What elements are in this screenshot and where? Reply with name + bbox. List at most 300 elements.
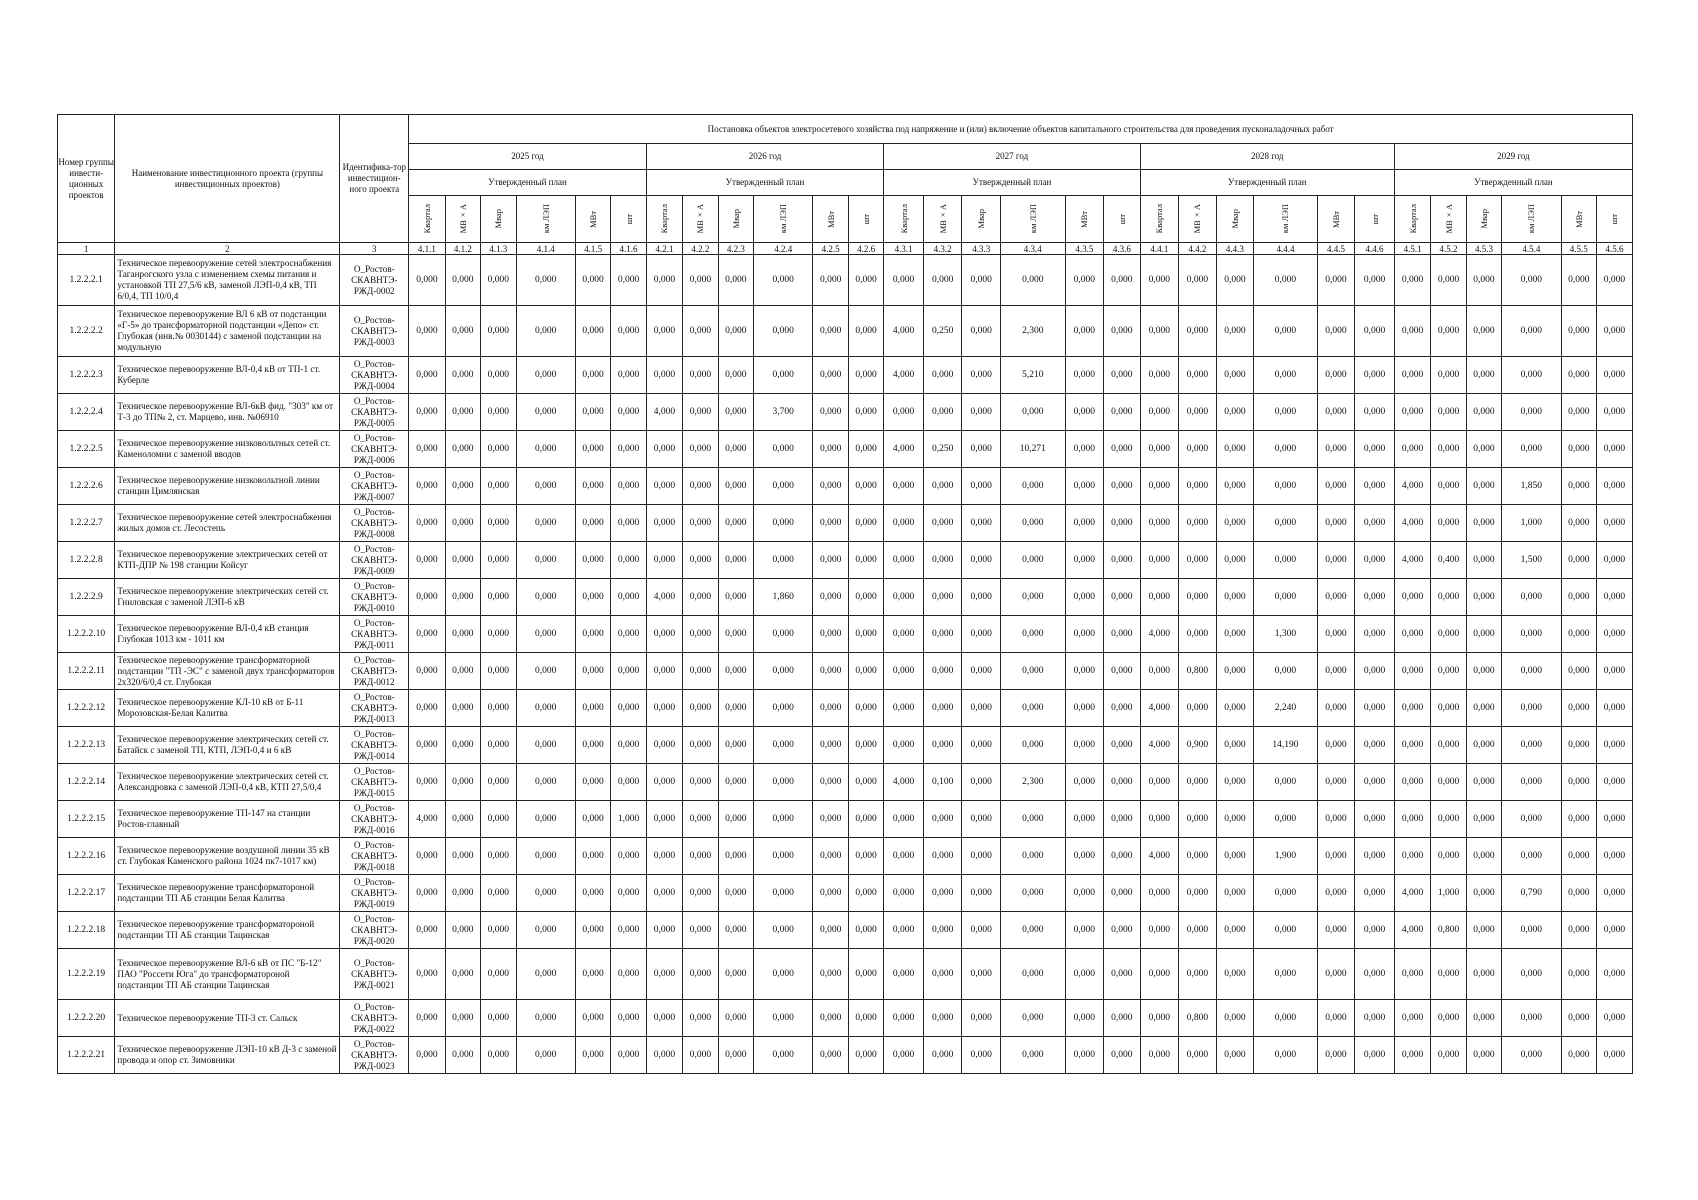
value-cell: 0,000 xyxy=(962,579,1001,616)
value-cell: 0,000 xyxy=(848,357,883,394)
project-group-number: 1.2.2.2.20 xyxy=(58,1000,115,1037)
value-cell: 0,000 xyxy=(646,653,682,690)
project-identifier: O_Ростов-СКАВНТЭ-РЖД-0013 xyxy=(340,690,409,727)
value-cell: 0,000 xyxy=(1596,1037,1632,1074)
value-cell: 0,000 xyxy=(445,912,480,949)
value-cell: 0,000 xyxy=(1140,875,1179,912)
value-cell: 0,000 xyxy=(409,616,445,653)
value-cell: 0,000 xyxy=(848,690,883,727)
project-group-number: 1.2.2.2.16 xyxy=(58,838,115,875)
value-cell: 0,000 xyxy=(516,306,575,357)
value-cell: 0,000 xyxy=(481,306,516,357)
header-subcolumn xyxy=(718,196,753,243)
value-cell: 0,000 xyxy=(848,727,883,764)
value-cell: 0,000 xyxy=(1179,468,1217,505)
value-cell: 0,000 xyxy=(813,1000,848,1037)
project-name: Техническое перевооружение электрических сетей ст. Александровка с заменой ЛЭП-0,4 кВ, КТП 27,5/0,4 xyxy=(115,764,340,801)
project-identifier: O_Ростов-СКАВНТЭ-РЖД-0016 xyxy=(340,801,409,838)
value-cell: 0,000 xyxy=(1317,431,1355,468)
value-cell: 0,000 xyxy=(1216,255,1254,306)
project-group-number: 1.2.2.2.10 xyxy=(58,616,115,653)
value-cell: 0,000 xyxy=(1065,579,1104,616)
value-cell: 0,000 xyxy=(1254,949,1318,1000)
value-cell: 0,000 xyxy=(923,468,962,505)
value-cell: 0,000 xyxy=(445,690,480,727)
value-cell: 0,000 xyxy=(1065,505,1104,542)
value-cell: 1,000 xyxy=(1502,505,1561,542)
value-cell: 0,000 xyxy=(1502,616,1561,653)
header-subcolumn-label: шт xyxy=(1116,213,1127,225)
value-cell: 0,000 xyxy=(718,690,753,727)
value-cell: 0,000 xyxy=(409,505,445,542)
project-group-number: 1.2.2.2.11 xyxy=(58,653,115,690)
value-cell: 0,000 xyxy=(848,505,883,542)
value-cell: 0,000 xyxy=(1466,255,1501,306)
value-cell: 0,000 xyxy=(516,801,575,838)
value-cell: 0,000 xyxy=(1431,1037,1466,1074)
column-index: 4.2.5 xyxy=(813,243,848,255)
value-cell: 0,000 xyxy=(516,431,575,468)
project-name: Техническое перевооружение электрических сетей ст. Батайск с заменой ТП, КТП, ЛЭП-0,4 и 6 кВ xyxy=(115,727,340,764)
value-cell: 0,000 xyxy=(1254,542,1318,579)
project-group-number: 1.2.2.2.15 xyxy=(58,801,115,838)
value-cell: 0,000 xyxy=(1502,306,1561,357)
value-cell: 0,000 xyxy=(445,838,480,875)
value-cell: 0,000 xyxy=(1596,468,1632,505)
value-cell: 0,000 xyxy=(1394,255,1430,306)
value-cell: 4,000 xyxy=(1394,912,1430,949)
value-cell: 0,000 xyxy=(1179,690,1217,727)
value-cell: 0,000 xyxy=(481,838,516,875)
value-cell: 0,000 xyxy=(1254,579,1318,616)
value-cell: 0,000 xyxy=(1317,875,1355,912)
value-cell: 0,000 xyxy=(754,255,813,306)
value-cell: 0,000 xyxy=(481,505,516,542)
value-cell: 0,000 xyxy=(848,949,883,1000)
value-cell: 0,000 xyxy=(1431,1000,1466,1037)
value-cell: 0,000 xyxy=(1140,1037,1179,1074)
value-cell: 0,000 xyxy=(1140,801,1179,838)
value-cell: 0,000 xyxy=(445,394,480,431)
project-name: Техническое перевооружение ВЛ-0,4 кВ от ТП-1 ст. Куберле xyxy=(115,357,340,394)
value-cell: 0,000 xyxy=(1104,690,1140,727)
value-cell: 0,000 xyxy=(445,505,480,542)
value-cell: 0,100 xyxy=(923,764,962,801)
column-index: 4.1.5 xyxy=(575,243,610,255)
value-cell: 0,000 xyxy=(646,690,682,727)
value-cell: 0,000 xyxy=(754,801,813,838)
value-cell: 0,000 xyxy=(923,653,962,690)
value-cell: 0,000 xyxy=(1394,727,1430,764)
value-cell: 0,000 xyxy=(848,801,883,838)
header-subcolumn xyxy=(481,196,516,243)
value-cell: 0,000 xyxy=(1561,306,1596,357)
value-cell: 0,000 xyxy=(754,875,813,912)
value-cell: 0,000 xyxy=(962,431,1001,468)
value-cell: 0,000 xyxy=(516,579,575,616)
value-cell: 0,000 xyxy=(813,255,848,306)
value-cell: 0,000 xyxy=(1065,690,1104,727)
table-row xyxy=(58,949,1633,1000)
value-cell: 0,000 xyxy=(481,542,516,579)
value-cell: 0,000 xyxy=(1104,1037,1140,1074)
value-cell: 0,000 xyxy=(1216,542,1254,579)
value-cell: 0,000 xyxy=(1394,1000,1430,1037)
value-cell: 0,000 xyxy=(1317,468,1355,505)
value-cell: 0,000 xyxy=(1355,306,1395,357)
table-row xyxy=(58,690,1633,727)
value-cell: 0,000 xyxy=(1179,431,1217,468)
header-subcolumn xyxy=(1216,196,1254,243)
value-cell: 0,000 xyxy=(1104,764,1140,801)
value-cell: 0,000 xyxy=(1140,255,1179,306)
value-cell: 0,000 xyxy=(1394,431,1430,468)
value-cell: 0,000 xyxy=(1317,505,1355,542)
value-cell: 0,000 xyxy=(962,394,1001,431)
value-cell: 0,000 xyxy=(1466,764,1501,801)
value-cell: 0,000 xyxy=(884,690,924,727)
value-cell: 0,000 xyxy=(516,949,575,1000)
value-cell: 0,000 xyxy=(1431,801,1466,838)
value-cell: 0,000 xyxy=(718,912,753,949)
value-cell: 0,000 xyxy=(754,306,813,357)
value-cell: 4,000 xyxy=(409,801,445,838)
value-cell: 4,000 xyxy=(646,579,682,616)
value-cell: 0,000 xyxy=(1317,1037,1355,1074)
value-cell: 0,000 xyxy=(1431,838,1466,875)
value-cell: 0,000 xyxy=(1140,468,1179,505)
value-cell: 0,000 xyxy=(516,875,575,912)
header-subcolumn xyxy=(1104,196,1140,243)
value-cell: 0,000 xyxy=(516,1037,575,1074)
value-cell: 0,000 xyxy=(1561,505,1596,542)
value-cell: 0,000 xyxy=(1561,616,1596,653)
header-subcolumn-label: МВ×А xyxy=(1443,204,1454,234)
value-cell: 0,000 xyxy=(611,764,646,801)
value-cell: 0,000 xyxy=(409,912,445,949)
value-cell: 0,000 xyxy=(1179,357,1217,394)
value-cell: 0,000 xyxy=(646,949,682,1000)
value-cell: 0,000 xyxy=(1561,468,1596,505)
value-cell: 2,300 xyxy=(1000,306,1065,357)
header-subcolumn xyxy=(813,196,848,243)
value-cell: 0,000 xyxy=(1466,394,1501,431)
value-cell: 0,000 xyxy=(1466,1000,1501,1037)
value-cell: 0,000 xyxy=(1104,394,1140,431)
value-cell: 0,000 xyxy=(1216,357,1254,394)
header-subcolumn xyxy=(683,196,718,243)
value-cell: 0,000 xyxy=(1216,690,1254,727)
value-cell: 0,000 xyxy=(1000,653,1065,690)
value-cell: 0,000 xyxy=(1000,801,1065,838)
header-subcolumn xyxy=(1254,196,1318,243)
header-subcolumn xyxy=(575,196,610,243)
value-cell: 0,000 xyxy=(1355,1037,1395,1074)
value-cell: 0,000 xyxy=(962,306,1001,357)
value-cell: 0,000 xyxy=(1254,764,1318,801)
value-cell: 0,000 xyxy=(1140,912,1179,949)
value-cell: 0,000 xyxy=(1431,579,1466,616)
value-cell: 0,000 xyxy=(1355,727,1395,764)
value-cell: 0,000 xyxy=(1179,838,1217,875)
value-cell: 0,000 xyxy=(1466,306,1501,357)
value-cell: 0,000 xyxy=(1065,394,1104,431)
value-cell: 0,000 xyxy=(923,838,962,875)
value-cell: 0,000 xyxy=(575,949,610,1000)
value-cell: 0,000 xyxy=(1394,764,1430,801)
project-group-number: 1.2.2.2.14 xyxy=(58,764,115,801)
value-cell: 0,000 xyxy=(923,949,962,1000)
value-cell: 0,000 xyxy=(1466,912,1501,949)
value-cell: 0,000 xyxy=(1140,394,1179,431)
header-subcolumn-label: Квартал xyxy=(421,204,432,234)
value-cell: 0,250 xyxy=(923,306,962,357)
value-cell: 0,000 xyxy=(646,875,682,912)
value-cell: 0,000 xyxy=(848,838,883,875)
table-row xyxy=(58,468,1633,505)
value-cell: 0,000 xyxy=(683,1000,718,1037)
project-identifier: O_Ростов-СКАВНТЭ-РЖД-0002 xyxy=(340,255,409,306)
value-cell: 0,000 xyxy=(1254,912,1318,949)
header-subcolumn xyxy=(962,196,1001,243)
value-cell: 0,000 xyxy=(646,505,682,542)
project-name: Техническое перевооружение низковольтной линии станции Цимлянская xyxy=(115,468,340,505)
value-cell: 0,000 xyxy=(962,542,1001,579)
value-cell: 0,000 xyxy=(813,431,848,468)
header-subcolumn xyxy=(1355,196,1395,243)
value-cell: 0,000 xyxy=(923,616,962,653)
value-cell: 0,000 xyxy=(1355,357,1395,394)
table-row xyxy=(58,912,1633,949)
value-cell: 0,000 xyxy=(1317,357,1355,394)
value-cell: 0,000 xyxy=(1065,255,1104,306)
value-cell: 0,000 xyxy=(923,690,962,727)
value-cell: 0,000 xyxy=(923,394,962,431)
value-cell: 0,000 xyxy=(409,1000,445,1037)
value-cell: 0,000 xyxy=(646,912,682,949)
value-cell: 4,000 xyxy=(1140,616,1179,653)
value-cell: 0,000 xyxy=(1355,653,1395,690)
value-cell: 0,000 xyxy=(1561,801,1596,838)
value-cell: 0,000 xyxy=(754,1037,813,1074)
value-cell: 0,000 xyxy=(962,505,1001,542)
value-cell: 0,000 xyxy=(409,764,445,801)
project-group-number: 1.2.2.2.21 xyxy=(58,1037,115,1074)
project-name: Техническое перевооружение трансформатороной подстанции ТП АБ станции Тацинская xyxy=(115,912,340,949)
header-subcolumn-label: Мвар xyxy=(976,209,987,229)
project-name: Техническое перевооружение трансформаторной подстанции "ТП -ЭС" с заменой двух трансформаторов 2х320/6/0,4 ст. Глубокая xyxy=(115,653,340,690)
column-index: 2 xyxy=(115,243,340,255)
value-cell: 0,000 xyxy=(481,394,516,431)
project-identifier: O_Ростов-СКАВНТЭ-РЖД-0012 xyxy=(340,653,409,690)
value-cell: 0,000 xyxy=(516,394,575,431)
value-cell: 0,000 xyxy=(409,357,445,394)
value-cell: 0,000 xyxy=(884,468,924,505)
value-cell: 0,000 xyxy=(1355,394,1395,431)
value-cell: 0,000 xyxy=(1596,690,1632,727)
project-name: Техническое перевооружение ТП-3 ст. Сальск xyxy=(115,1000,340,1037)
value-cell: 0,000 xyxy=(1000,690,1065,727)
value-cell: 0,000 xyxy=(1000,875,1065,912)
value-cell: 0,000 xyxy=(1394,653,1430,690)
value-cell: 0,000 xyxy=(516,357,575,394)
value-cell: 0,000 xyxy=(1466,505,1501,542)
value-cell: 0,000 xyxy=(754,912,813,949)
value-cell: 0,000 xyxy=(611,306,646,357)
value-cell: 0,000 xyxy=(683,255,718,306)
value-cell: 3,700 xyxy=(754,394,813,431)
value-cell: 0,000 xyxy=(1140,505,1179,542)
value-cell: 1,000 xyxy=(611,801,646,838)
value-cell: 0,000 xyxy=(409,690,445,727)
value-cell: 1,000 xyxy=(1431,875,1466,912)
value-cell: 0,000 xyxy=(1394,306,1430,357)
value-cell: 0,000 xyxy=(445,468,480,505)
value-cell: 0,000 xyxy=(1317,579,1355,616)
project-group-number: 1.2.2.2.18 xyxy=(58,912,115,949)
project-group-number: 1.2.2.2.12 xyxy=(58,690,115,727)
value-cell: 0,000 xyxy=(1216,394,1254,431)
value-cell: 0,000 xyxy=(1561,542,1596,579)
value-cell: 0,000 xyxy=(611,505,646,542)
value-cell: 1,500 xyxy=(1502,542,1561,579)
column-index: 4.1.2 xyxy=(445,243,480,255)
header-subcolumn xyxy=(1140,196,1179,243)
value-cell: 0,000 xyxy=(611,838,646,875)
value-cell: 0,000 xyxy=(1466,542,1501,579)
table-row xyxy=(58,357,1633,394)
value-cell: 0,000 xyxy=(884,838,924,875)
header-subcolumn-label: км ЛЭП xyxy=(1526,204,1537,234)
value-cell: 0,000 xyxy=(1431,357,1466,394)
value-cell: 0,000 xyxy=(1179,1037,1217,1074)
value-cell: 0,000 xyxy=(848,394,883,431)
value-cell: 0,000 xyxy=(1317,394,1355,431)
value-cell: 0,000 xyxy=(1317,949,1355,1000)
value-cell: 0,000 xyxy=(683,690,718,727)
value-cell: 0,000 xyxy=(1065,912,1104,949)
value-cell: 0,000 xyxy=(848,306,883,357)
value-cell: 0,000 xyxy=(718,306,753,357)
project-name: Техническое перевооружение ВЛ-6 кВ от ПС "Б-12" ПАО "Россети Юга" до трансформатороной подстанции ТП АБ станции Тацинская xyxy=(115,949,340,1000)
value-cell: 0,000 xyxy=(1254,431,1318,468)
column-index: 4.3.3 xyxy=(962,243,1001,255)
value-cell: 0,000 xyxy=(1254,468,1318,505)
value-cell: 0,000 xyxy=(683,653,718,690)
value-cell: 0,000 xyxy=(1561,949,1596,1000)
project-name: Техническое перевооружение сетей электроснабжения жилых домов ст. Лесостепь xyxy=(115,505,340,542)
value-cell: 0,000 xyxy=(646,357,682,394)
value-cell: 0,000 xyxy=(1216,801,1254,838)
value-cell: 0,000 xyxy=(1216,653,1254,690)
value-cell: 0,790 xyxy=(1502,875,1561,912)
value-cell: 0,000 xyxy=(813,306,848,357)
value-cell: 0,000 xyxy=(848,255,883,306)
value-cell: 0,000 xyxy=(646,801,682,838)
project-group-number: 1.2.2.2.2 xyxy=(58,306,115,357)
value-cell: 0,000 xyxy=(1254,1037,1318,1074)
value-cell: 0,000 xyxy=(1502,727,1561,764)
value-cell: 14,190 xyxy=(1254,727,1318,764)
value-cell: 0,000 xyxy=(754,505,813,542)
header-subcolumn xyxy=(1431,196,1466,243)
value-cell: 0,000 xyxy=(1216,616,1254,653)
header-subcolumn xyxy=(1394,196,1430,243)
value-cell: 0,000 xyxy=(1596,838,1632,875)
column-index: 4.1.4 xyxy=(516,243,575,255)
value-cell: 0,000 xyxy=(1104,579,1140,616)
value-cell: 0,000 xyxy=(1254,394,1318,431)
value-cell: 0,000 xyxy=(611,912,646,949)
value-cell: 0,000 xyxy=(754,468,813,505)
value-cell: 0,000 xyxy=(575,306,610,357)
value-cell: 0,000 xyxy=(611,616,646,653)
value-cell: 0,000 xyxy=(813,468,848,505)
value-cell: 0,000 xyxy=(813,542,848,579)
value-cell: 0,000 xyxy=(1431,431,1466,468)
value-cell: 0,400 xyxy=(1431,542,1466,579)
value-cell: 0,000 xyxy=(962,838,1001,875)
value-cell: 0,000 xyxy=(683,764,718,801)
value-cell: 0,000 xyxy=(683,394,718,431)
value-cell: 0,000 xyxy=(1431,616,1466,653)
value-cell: 0,000 xyxy=(1179,616,1217,653)
value-cell: 0,000 xyxy=(1596,801,1632,838)
value-cell: 0,000 xyxy=(1104,653,1140,690)
value-cell: 0,000 xyxy=(1104,542,1140,579)
value-cell: 0,000 xyxy=(516,505,575,542)
value-cell: 0,000 xyxy=(1179,394,1217,431)
value-cell: 0,000 xyxy=(1355,1000,1395,1037)
value-cell: 0,000 xyxy=(646,1037,682,1074)
column-index: 4.1.3 xyxy=(481,243,516,255)
value-cell: 0,000 xyxy=(1431,949,1466,1000)
value-cell: 0,000 xyxy=(1065,875,1104,912)
value-cell: 0,000 xyxy=(962,653,1001,690)
value-cell: 0,000 xyxy=(1466,616,1501,653)
value-cell: 0,000 xyxy=(1596,505,1632,542)
column-index: 4.3.1 xyxy=(884,243,924,255)
value-cell: 0,000 xyxy=(646,255,682,306)
column-index: 4.5.3 xyxy=(1466,243,1501,255)
header-subcolumn-label: шт xyxy=(623,213,634,225)
value-cell: 0,000 xyxy=(1355,542,1395,579)
value-cell: 4,000 xyxy=(646,394,682,431)
value-cell: 0,000 xyxy=(754,431,813,468)
value-cell: 0,000 xyxy=(848,468,883,505)
value-cell: 0,000 xyxy=(1355,949,1395,1000)
header-subcolumn xyxy=(1065,196,1104,243)
value-cell: 0,000 xyxy=(575,727,610,764)
value-cell: 0,000 xyxy=(884,912,924,949)
column-index: 4.4.5 xyxy=(1317,243,1355,255)
value-cell: 0,000 xyxy=(445,875,480,912)
value-cell: 0,000 xyxy=(445,949,480,1000)
table-row xyxy=(58,306,1633,357)
value-cell: 0,000 xyxy=(1561,1000,1596,1037)
header-subcolumn xyxy=(923,196,962,243)
column-index: 4.4.3 xyxy=(1216,243,1254,255)
value-cell: 0,000 xyxy=(1596,764,1632,801)
header-subcolumn xyxy=(646,196,682,243)
value-cell: 0,000 xyxy=(1000,838,1065,875)
value-cell: 0,000 xyxy=(718,255,753,306)
value-cell: 0,000 xyxy=(1502,690,1561,727)
value-cell: 0,000 xyxy=(848,1037,883,1074)
value-cell: 0,000 xyxy=(409,542,445,579)
value-cell: 0,000 xyxy=(813,394,848,431)
value-cell: 0,000 xyxy=(1104,801,1140,838)
